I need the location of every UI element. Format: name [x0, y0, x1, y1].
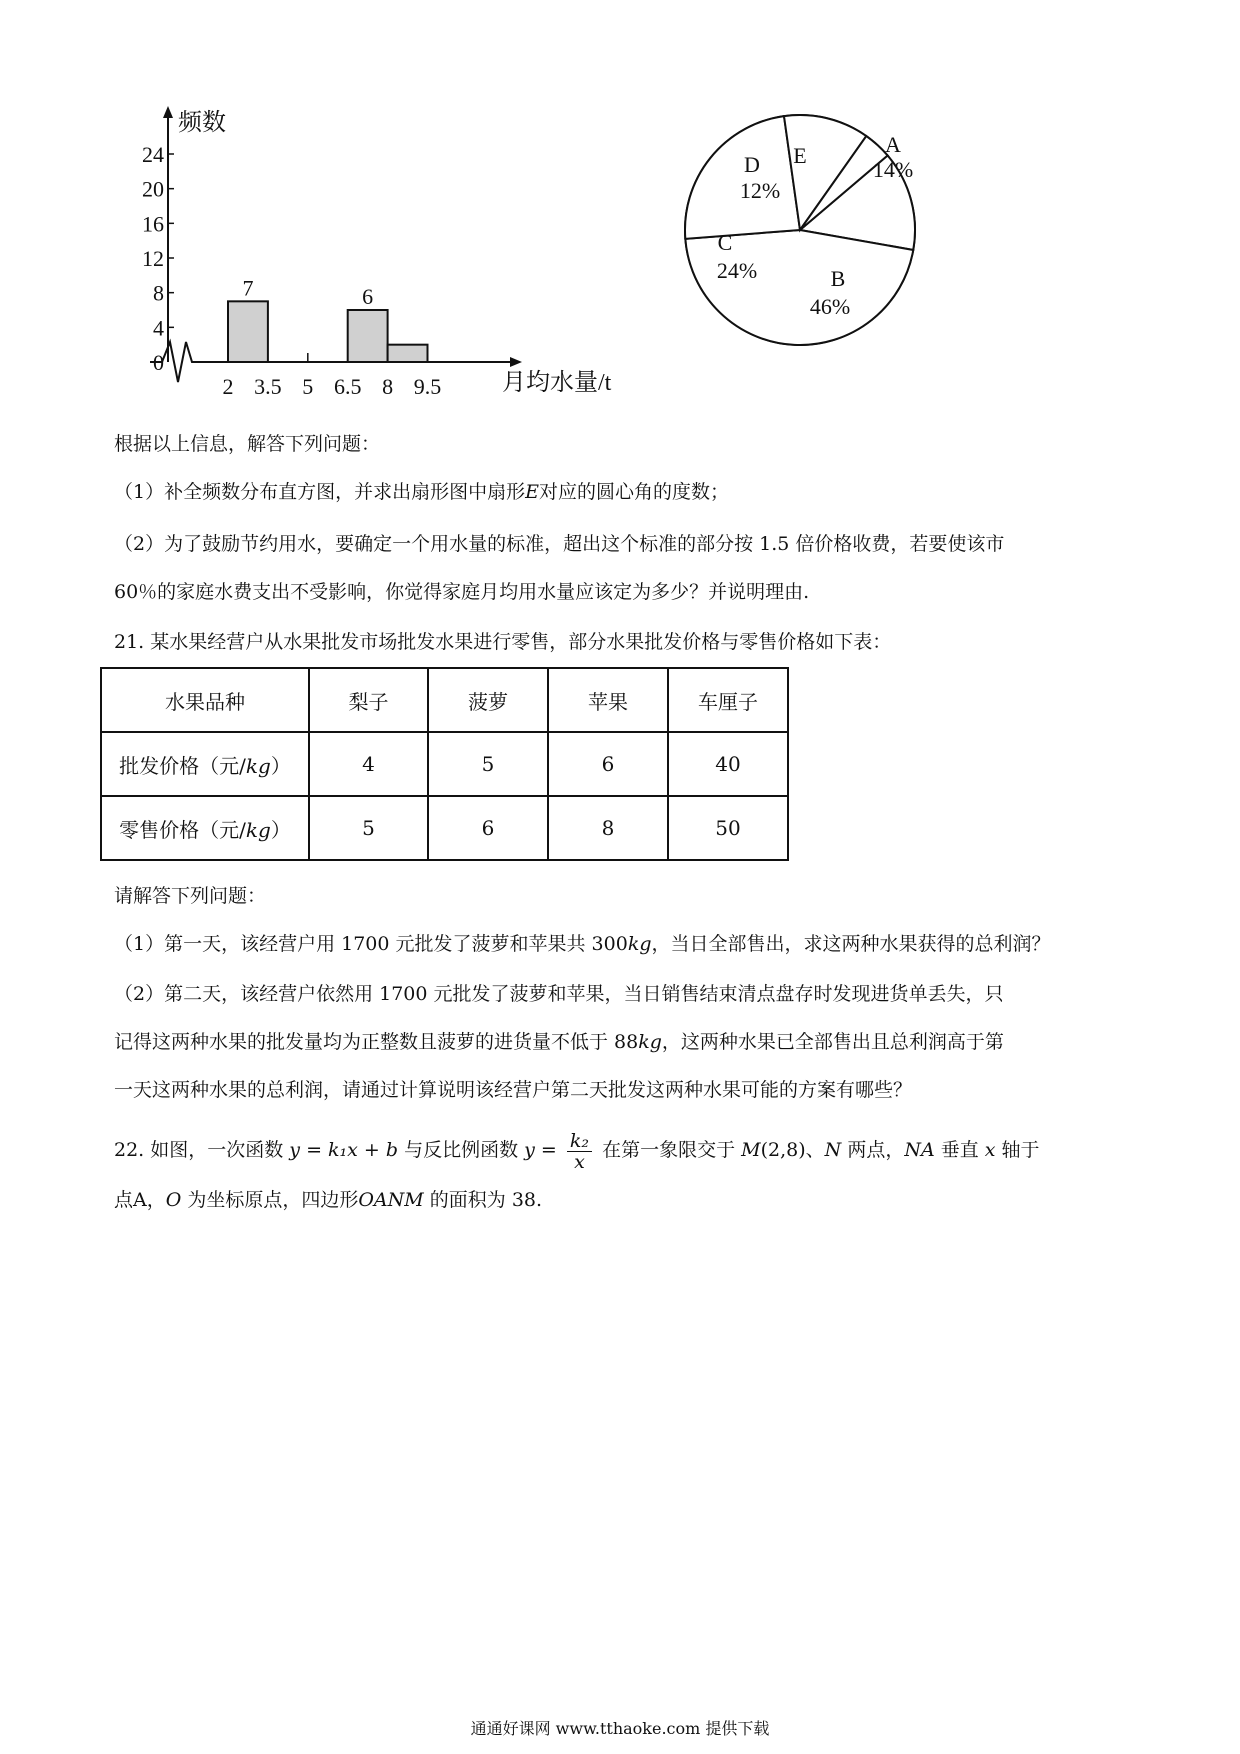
pie-label: A: [885, 132, 901, 157]
y-tick-label: 20: [142, 176, 164, 202]
table-cell: 6: [548, 732, 668, 796]
x-tick-label: 9.5: [413, 374, 442, 399]
histogram-bar: [388, 345, 428, 362]
inverse-function-lhs: y =: [524, 1139, 557, 1161]
q20-part1: [114, 478, 729, 506]
pie-percent-label: 14%: [872, 157, 914, 182]
table-cell: 5: [309, 796, 428, 860]
header-cell: 苹果: [548, 668, 668, 732]
page-footer: 通通好课网 www.tthaoke.com 提供下载: [470, 1719, 770, 1738]
header-cell: 梨子: [309, 668, 428, 732]
fruit-price-table: [100, 667, 789, 861]
histogram-bar: [348, 310, 388, 362]
x-tick-label: 8: [382, 374, 394, 399]
table-cell: 6: [428, 796, 548, 860]
header-cell: 菠萝: [428, 668, 548, 732]
x-tick-label: 3.5: [254, 374, 282, 399]
q20-intro: 根据以上信息，解答下列问题：: [114, 433, 381, 455]
table-cell: 4: [309, 732, 428, 796]
histogram-bar: [228, 301, 268, 362]
pie-percent-label: 46%: [809, 294, 851, 319]
q21-part1: （1）第一天，该经营户用 1700 元批发了菠萝和苹果共 300kg，当日全部售出，求这两种水果获得的总利润？: [114, 933, 1051, 955]
pie-label: E: [793, 143, 807, 168]
point-n: N: [824, 1139, 842, 1161]
bar-value-label: 7: [242, 275, 254, 301]
y-tick-label: 12: [142, 246, 164, 271]
q21-part2-line3: 一天这两种水果的总利润，请通过计算说明该经营户第二天批发这两种水果可能的方案有哪些？: [114, 1079, 913, 1101]
row-label: 批发价格（元/kg）: [101, 732, 309, 796]
table-cell: 8: [548, 796, 668, 860]
y-tick-label: 4: [153, 315, 164, 341]
table-cell: 50: [668, 796, 788, 860]
pie-percent-label: 12%: [739, 178, 781, 203]
pie-chart: [660, 100, 930, 390]
pie-label: C: [717, 230, 733, 255]
fraction: [567, 1131, 592, 1172]
pie-percent-label: 24%: [716, 258, 758, 283]
x-axis-title: 月均水量/t: [502, 370, 612, 396]
x-tick-label: 2: [222, 374, 234, 399]
bar-value-label: 6: [362, 284, 374, 309]
y-tick-label: 24: [142, 142, 164, 167]
header-cell: 水果品种: [101, 668, 309, 732]
point-m: M: [741, 1139, 761, 1161]
q21-prompt: 请解答下列问题：: [114, 885, 267, 907]
q21-part2-line2: 记得这两种水果的批发量均为正整数且菠萝的进货量不低于 88kg，这两种水果已全部售出且总利润高于第: [114, 1031, 1004, 1053]
fraction-numerator: k₂: [567, 1131, 592, 1152]
q21-part2-line1: （2）第二天，该经营户依然用 1700 元批发了菠萝和苹果，当日销售结束清点盘存时发现进货单丢失，只: [114, 983, 1004, 1005]
linear-function: y = k₁x + b: [289, 1139, 399, 1161]
row-label: 零售价格（元/kg）: [101, 796, 309, 860]
table-cell: 40: [668, 732, 788, 796]
y-tick-label: 0: [153, 350, 164, 375]
x-tick-label: 6.5: [333, 374, 362, 399]
y-axis-title: 频数: [178, 110, 226, 136]
y-tick-label: 8: [153, 280, 164, 306]
pie-label: D: [744, 152, 760, 177]
table-row: [101, 732, 788, 796]
q22-line1: 22. 如图，一次函数 y = k₁x + b 与反比例函数 y = $\frac{\text{k₂}}{x}$ 在第一象限交于 M(2,8)、N 两点，NA 垂直 x 轴于: [114, 1129, 1040, 1173]
q22-line2: 点A，O 为坐标原点，四边形OANM 的面积为 38.: [114, 1189, 543, 1211]
fraction-denominator: x: [574, 1150, 585, 1173]
q20-part2-line1: （2）为了鼓励节约用水，要确定一个用水量的标准，超出这个标准的部分按 1.5 倍价格收费，若要使该市: [114, 533, 1005, 555]
q20-var-e: E: [525, 481, 539, 503]
q20-part1-text-b: 对应的圆心角的度数；: [538, 481, 729, 503]
pie-label: B: [830, 266, 846, 291]
q21-stem: 21. 某水果经营户从水果批发市场批发水果进行零售，部分水果批发价格与零售价格如下表：: [114, 631, 892, 653]
q20-part2-line2: 60％的家庭水费支出不受影响，你觉得家庭月均用水量应该定为多少？并说明理由.: [114, 581, 810, 603]
x-tick-label: 5: [302, 374, 314, 399]
table-row: [101, 796, 788, 860]
q20-part1-text-a: （1）补全频数分布直方图，并求出扇形图中扇形: [114, 481, 526, 503]
y-tick-label: 16: [142, 211, 164, 237]
histogram-chart: [130, 100, 650, 410]
table-cell: 5: [428, 732, 548, 796]
header-cell: 车厘子: [668, 668, 788, 732]
table-header-row: [101, 668, 788, 732]
